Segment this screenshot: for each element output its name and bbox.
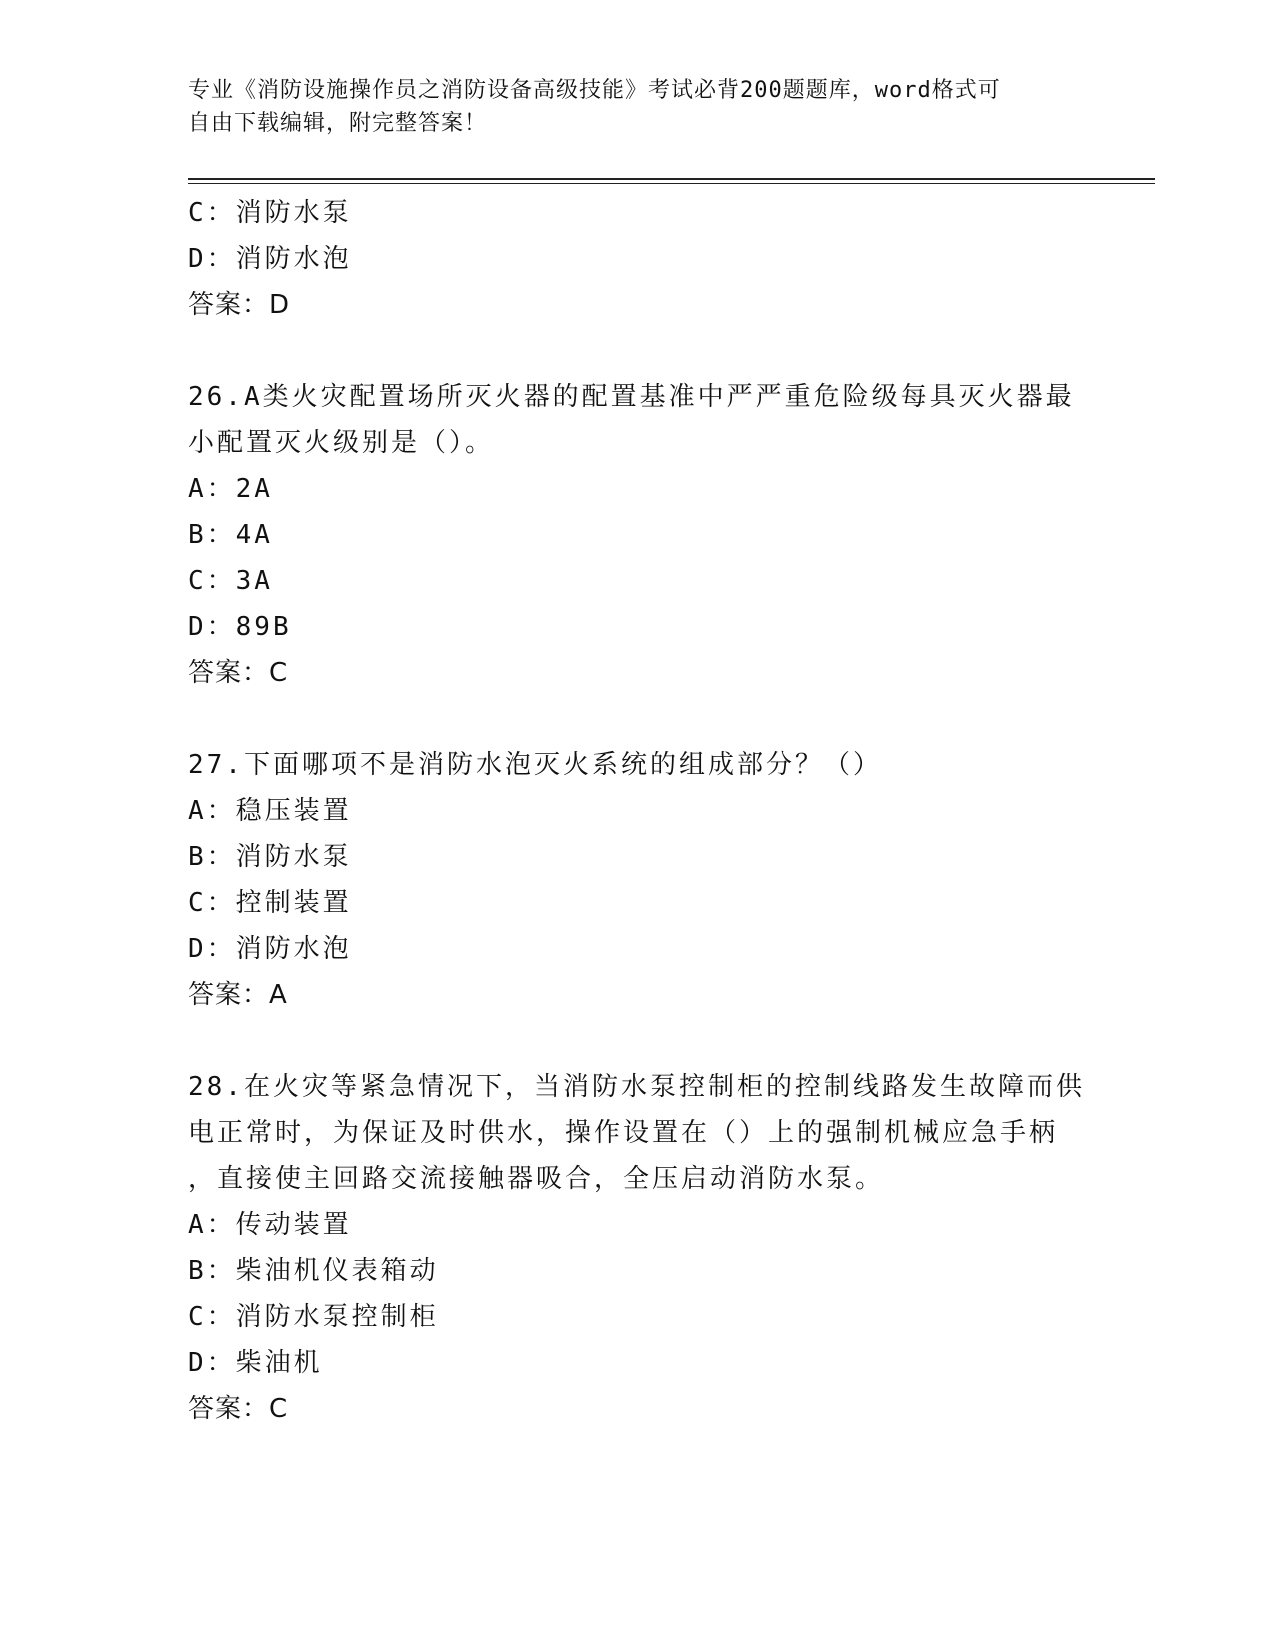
option-d: D：消防水泡 <box>188 934 352 964</box>
header-divider-thick <box>188 178 1155 180</box>
question-stem-line: 电正常时，为保证及时供水，操作设置在（）上的强制机械应急手柄 <box>188 1118 1059 1148</box>
option-a: A：2A <box>188 474 273 504</box>
option-c: C：消防水泵 <box>188 198 352 228</box>
answer-line: 答案：C <box>188 1394 289 1424</box>
option-c: C：控制装置 <box>188 888 352 918</box>
question-stem-line: ，直接使主回路交流接触器吸合，全压启动消防水泵。 <box>188 1164 885 1194</box>
document-header <box>188 74 1088 140</box>
option-b: B：柴油机仪表箱动 <box>188 1256 439 1286</box>
question-stem-line: 27.下面哪项不是消防水泡灭火系统的组成部分？（） <box>188 750 882 780</box>
answer-line: 答案：C <box>188 658 289 688</box>
question-stem-line: 26.A类火灾配置场所灭火器的配置基准中严严重危险级每具灭火器最 <box>188 382 1075 412</box>
option-d: D：89B <box>188 612 292 642</box>
option-c: C：消防水泵控制柜 <box>188 1302 439 1332</box>
option-b: B：4A <box>188 520 273 550</box>
question-28 <box>188 1064 1088 1432</box>
option-a: A：稳压装置 <box>188 796 352 826</box>
question-list <box>188 190 1088 1432</box>
header-divider-thin <box>188 183 1155 184</box>
option-d: D：消防水泡 <box>188 244 352 274</box>
option-b: B：消防水泵 <box>188 842 352 872</box>
option-c: C：3A <box>188 566 273 596</box>
answer-line: 答案：A <box>188 980 288 1010</box>
answer-line: 答案：D <box>188 290 291 320</box>
question-stem-line: 28.在火灾等紧急情况下，当消防水泵控制柜的控制线路发生故障而供 <box>188 1072 1085 1102</box>
option-a: A：传动装置 <box>188 1210 352 1240</box>
header-line-1: 专业《消防设施操作员之消防设备高级技能》考试必背200题题库，word格式可 <box>188 78 1001 103</box>
spacer <box>188 1018 1088 1064</box>
header-line-2: 自由下载编辑，附完整答案！ <box>188 111 488 136</box>
question-27 <box>188 742 1088 1018</box>
question-stem-line: 小配置灭火级别是（）。 <box>188 428 495 458</box>
spacer <box>188 696 1088 742</box>
question-25-continued <box>188 190 1088 328</box>
option-d: D：柴油机 <box>188 1348 323 1378</box>
question-26 <box>188 374 1088 696</box>
spacer <box>188 328 1088 374</box>
